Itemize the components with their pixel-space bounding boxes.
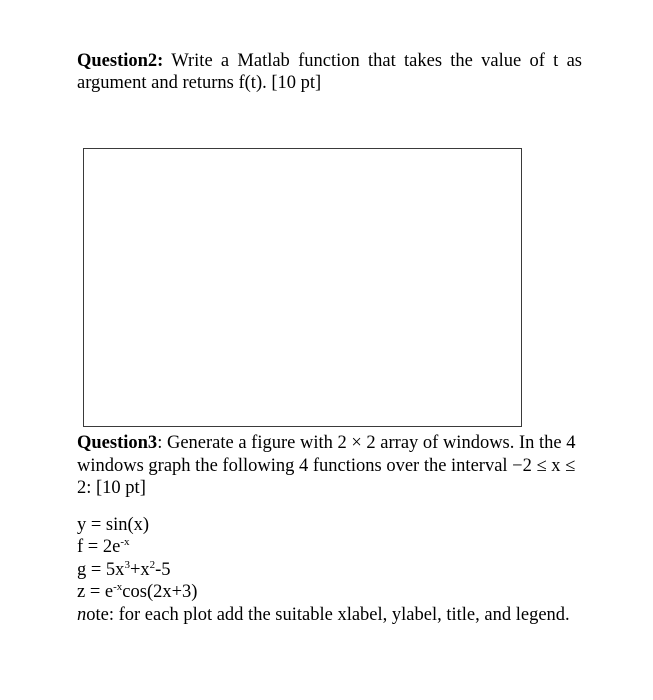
note xyxy=(77,604,577,627)
equation-z-part2: cos(2x+3) xyxy=(122,582,198,602)
question3-heading: Question3 xyxy=(77,433,158,453)
equation-z xyxy=(77,581,577,604)
equation-f-base: f = 2e xyxy=(77,537,121,557)
question3-intro xyxy=(77,432,577,500)
equation-f-exponent: -x xyxy=(120,536,130,548)
equation-g xyxy=(77,559,577,582)
question3-intro-text: : Generate a figure with 2 × 2 array of windows. In the 4 windows graph the following 4 functions over the interval −2 ≤ x ≤ 2: [10 pt] xyxy=(77,433,576,498)
question3-block xyxy=(77,432,577,626)
question2-text: Write a Matlab function that takes the value of t as argument and returns f(t). [10 pt] xyxy=(77,51,582,93)
equation-g-part2: +x xyxy=(129,559,150,580)
equation-z-part1: z = e xyxy=(77,582,114,602)
equation-g-part1: g = 5x xyxy=(77,559,125,580)
equation-y: y = sin(x) xyxy=(77,514,150,535)
equation-g-part3: -5 xyxy=(155,559,171,580)
note-label: n xyxy=(77,604,87,625)
equation-g-exponent1: 3 xyxy=(124,558,130,571)
answer-box xyxy=(83,148,522,427)
question2-block xyxy=(77,50,582,94)
equation-f xyxy=(77,536,577,559)
equation-z-exponent: -x xyxy=(113,581,123,593)
note-text: ote: for each plot add the suitable xlabel, ylabel, title, and legend. xyxy=(86,604,570,625)
equations xyxy=(77,514,577,604)
equation-g-exponent2: 2 xyxy=(149,558,156,571)
question2-heading: Question2: xyxy=(77,51,164,71)
